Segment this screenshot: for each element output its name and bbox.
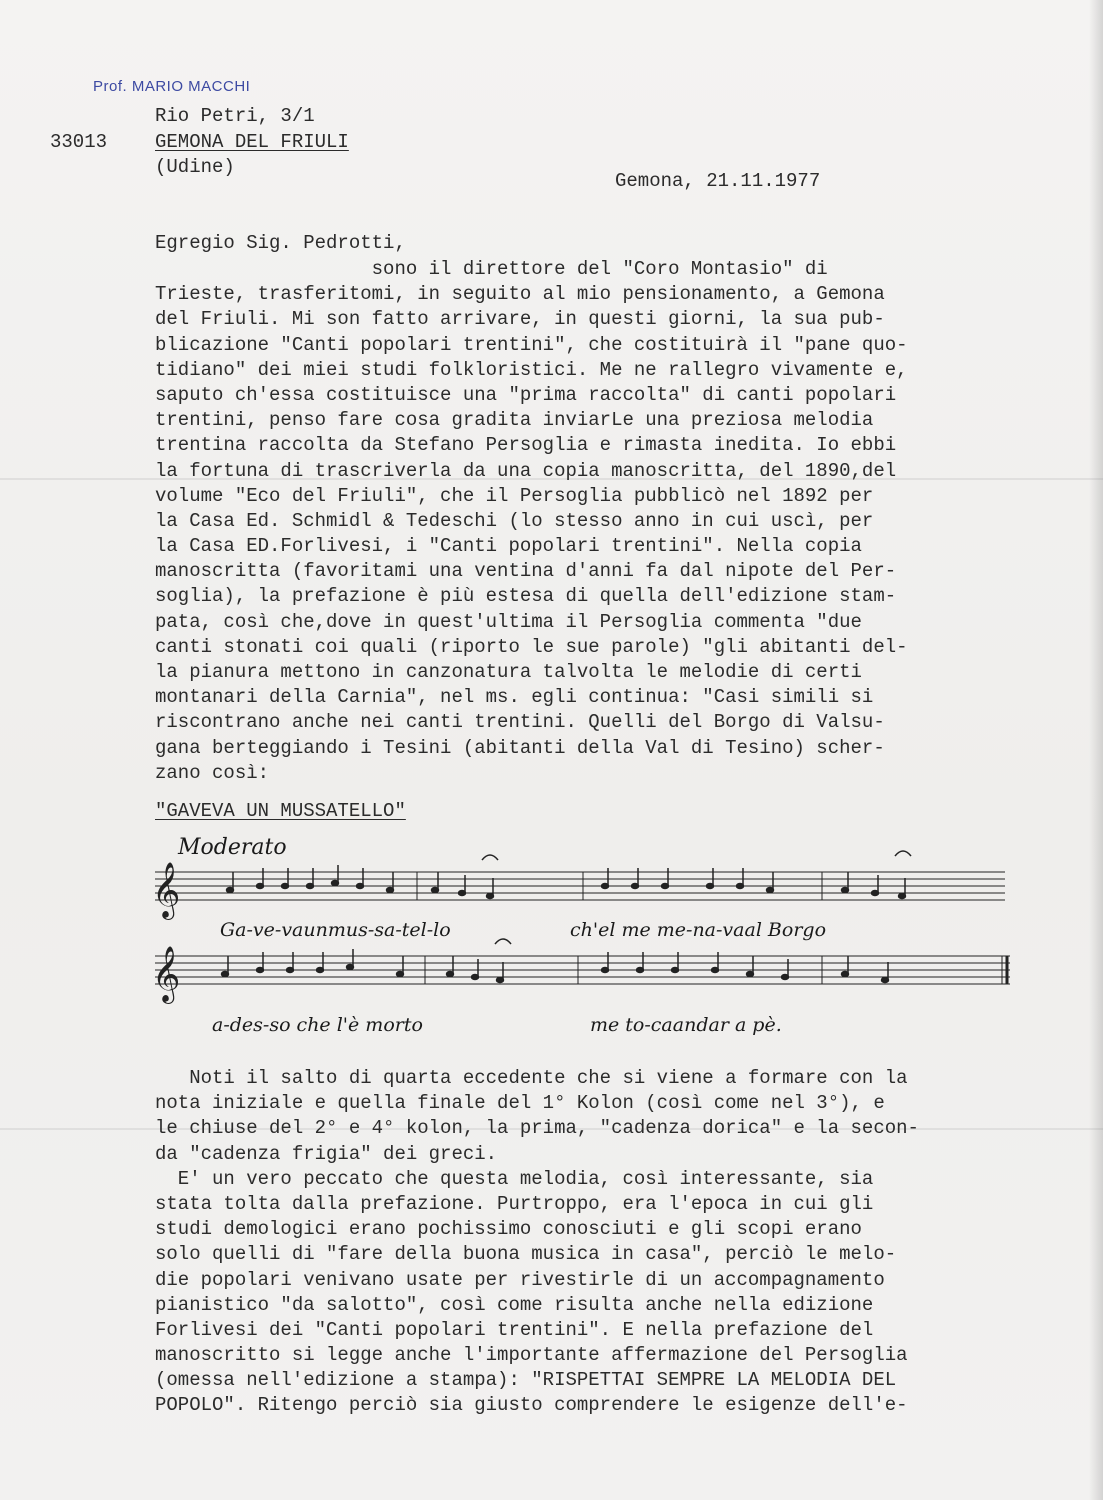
music-score — [150, 826, 1030, 1046]
paper-edge-shadow — [1089, 0, 1103, 1500]
letterhead-name: Prof. MARIO MACCHI — [93, 78, 251, 95]
text-line: saputo ch'essa costituisce una "prima raccolta" di canti popolari — [155, 383, 897, 406]
text-line: sono il direttore del "Coro Montasio" di — [155, 258, 828, 280]
lyrics-line-2b: me to-caandar a pè. — [590, 1014, 782, 1036]
text-line: pata, così che,dove in quest'ultima il Persoglia commenta "due — [155, 610, 862, 633]
fermata-icon — [495, 939, 511, 944]
text-line: stata tolta dalla prefazione. Purtroppo, era l'epoca in cui gli — [155, 1192, 874, 1215]
text-line: da "cadenza frigia" dei greci. — [155, 1142, 498, 1165]
treble-clef-icon: 𝄞 — [152, 862, 181, 918]
address-street: Rio Petri, 3/1 — [155, 105, 315, 127]
text-line: E' un vero peccato che questa melodia, così interessante, sia — [155, 1167, 874, 1190]
text-line: solo quelli di "fare della buona musica in casa", perciò le melo- — [155, 1243, 897, 1266]
text-line: studi demologici erano pochissimo conosciuti e gli scopi erano — [155, 1218, 862, 1241]
text-line: blicazione "Canti popolari trentini", che costituirà il "pane quo- — [155, 333, 908, 356]
paragraph-2 — [155, 1066, 1030, 1419]
text-line: POPOLO". Ritengo perciò sia giusto comprendere le esigenze dell'e- — [155, 1394, 908, 1417]
text-line: trentina raccolta da Stefano Persoglia e rimasta inedita. Io ebbi — [155, 434, 897, 457]
text-line: canti stonati coi quali (riporto le sue parole) "gli abitanti del- — [155, 635, 908, 658]
paragraph-1 — [155, 257, 1030, 786]
text-line: manoscritto si legge anche l'importante affermazione del Persoglia — [155, 1344, 908, 1367]
address-province: (Udine) — [155, 156, 235, 178]
text-line: manoscritta (favoritami una ventina d'anni fa dal nipote del Per- — [155, 560, 897, 583]
text-line: trentini, penso fare cosa gradita inviarLe una preziosa melodia — [155, 409, 874, 432]
text-line: del Friuli. Mi son fatto arrivare, in questi giorni, la sua pub- — [155, 308, 885, 331]
text-line: la Casa Ed. Schmidl & Tedeschi (lo stesso anno in cui uscì, per — [155, 509, 874, 532]
text-line: Forlivesi dei "Canti popolari trentini". E nella prefazione del — [155, 1318, 874, 1341]
lyrics-line-2a: a-des-so che l'è morto — [212, 1014, 423, 1036]
text-line: pianistico "da salotto", così come risulta anche nella edizione — [155, 1293, 874, 1316]
lyrics-line-1a: Ga-ve-vaunmus-sa-tel-lo — [220, 919, 451, 941]
text-line: tidiano" dei miei studi folkloristici. Me ne rallegro vivamente e, — [155, 358, 908, 381]
text-line: volume "Eco del Friuli", che il Persoglia pubblicò nel 1892 per — [155, 484, 874, 507]
text-line: nota iniziale e quella finale del 1° Kolon (così come nel 3°), e — [155, 1092, 885, 1115]
address-postcode: 33013 — [50, 131, 108, 153]
tempo-marking: Moderato — [178, 835, 287, 860]
letter-date: Gemona, 21.11.1977 — [615, 170, 821, 192]
salutation: Egregio Sig. Pedrotti, — [155, 232, 406, 254]
treble-clef-icon: 𝄞 — [152, 946, 181, 1002]
text-line: gana berteggiando i Tesini (abitanti della Val di Tesino) scher- — [155, 736, 885, 759]
song-title: "GAVEVA UN MUSSATELLO" — [155, 800, 406, 822]
lyrics-line-1b: ch'el me me-na-vaal Borgo — [570, 919, 827, 941]
text-line: die popolari venivano usate per rivestirle di un accompagnamento — [155, 1268, 885, 1291]
text-line: zano così: — [155, 761, 270, 784]
text-line: la pianura mettono in canzonatura talvolta le melodie di certi — [155, 661, 862, 683]
text-line: le chiuse del 2° e 4° kolon, la prima, "cadenza dorica" e la secon- — [155, 1117, 919, 1140]
text-line: riscontrano anche nei canti trentini. Quelli del Borgo di Valsu- — [155, 711, 885, 734]
fermata-icon — [482, 851, 911, 860]
text-line: la fortuna di trascriverla da una copia manoscritta, del 1890,del — [155, 459, 897, 482]
text-line: soglia), la prefazione è più estesa di quella dell'edizione stam- — [155, 585, 897, 608]
text-line: montanari della Carnia", nel ms. egli continua: "Casi simili si — [155, 686, 874, 709]
text-line: la Casa ED.Forlivesi, i "Canti popolari trentini". Nella copia — [155, 535, 862, 558]
text-line: Noti il salto di quarta eccedente che si viene a formare con la — [155, 1067, 908, 1089]
text-line: Trieste, trasferitomi, in seguito al mio pensionamento, a Gemona — [155, 283, 885, 306]
address-city: GEMONA DEL FRIULI — [155, 131, 349, 153]
text-line: (omessa nell'edizione a stampa): "RISPETTAI SEMPRE LA MELODIA DEL — [155, 1369, 897, 1392]
